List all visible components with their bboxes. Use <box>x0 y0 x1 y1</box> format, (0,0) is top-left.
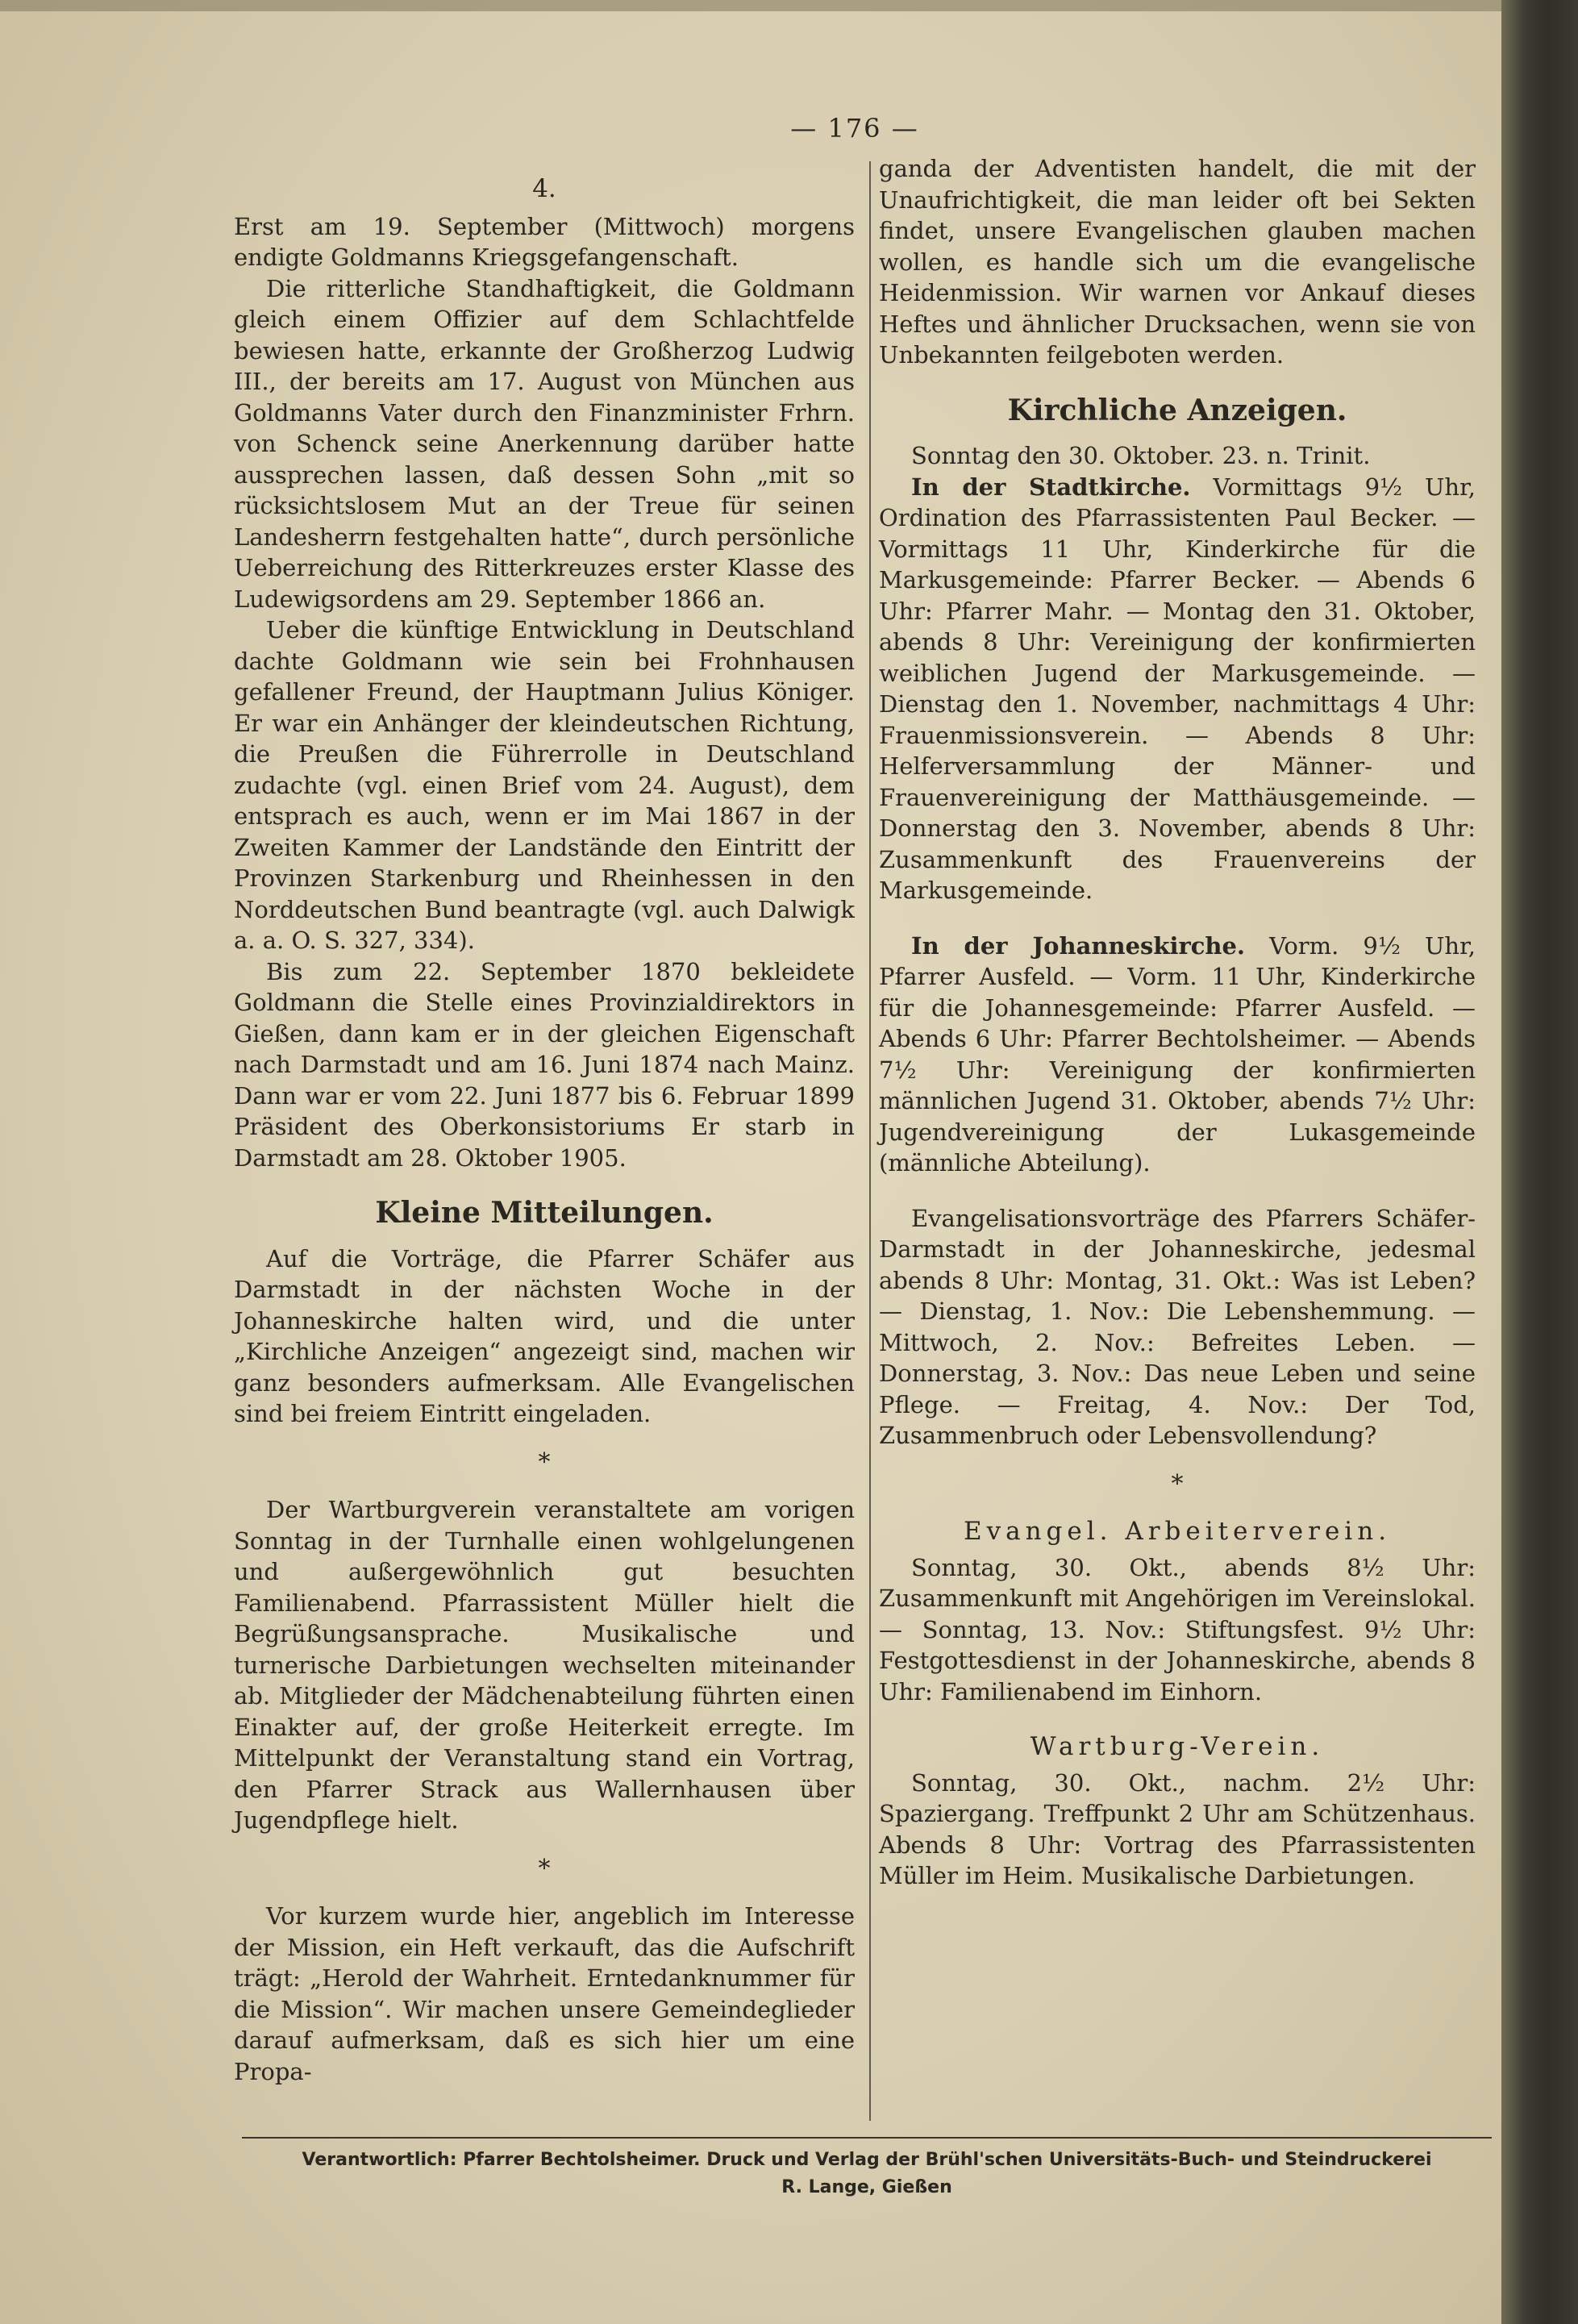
johanneskirche-notice <box>879 931 1476 1179</box>
paragraph: Ueber die künftige Entwicklung in Deutschland dachte Goldmann wie sein bei Frohnhausen gefallener Freund, der Hauptmann Julius Königer. Er war ein Anhänger der kleindeutschen Richtung, die Preußen die Führerrolle in Deutschland zudachte (vgl. einen Brief vom 24. August), dem entsprach es auch, wenn er im Mai 1867 in der Zweiten Kammer der Landstände den Eintritt der Provinzen Starkenburg und Rheinhessen in den Norddeutschen Bund beantragte (vgl. auch Dalwigk a. a. O. S. 327, 334). <box>234 616 855 954</box>
wartburg-title: Wartburg-Verein. <box>1030 1732 1325 1761</box>
johanneskirche-text: Vorm. 9½ Uhr, Pfarrer Ausfeld. — Vorm. 11 Uhr, Kinderkirche für die Johannesgemeinde: Pfarrer Ausfeld. — Abends 6 Uhr: Pfarrer Bechtolsheimer. — Abends 7½ Uhr: Vereinigung der konfirmierten männlichen Jugend 31. Oktober, abends 7½ Uhr: Jugendvereinigung der Lukasgemeinde (männliche Abteilung). <box>879 931 1476 1177</box>
section-number: 4. <box>532 174 556 203</box>
stadtkirche-label: In der Stadtkirche. <box>911 473 1191 501</box>
notice: Vor kurzem wurde hier, angeblich im Interesse der Mission, ein Heft verkauft, das die Aufschrift trägt: „Herold der Wahrheit. Erntedanknummer für die Mission“. Wir machen unsere Gemeindeglieder darauf aufmerksam, daß es sich hier um eine Propa- <box>234 1902 855 2085</box>
arbeiterverein-text: Sonntag, 30. Okt., abends 8½ Uhr: Zusammenkunft mit Angehörigen im Vereinslokal. — Sonntag, 13. Nov.: Stiftungsfest. 9½ Uhr: Festgottesdienst in der Johanneskirche, abends 8 Uhr: Familienabend im Einhorn. <box>879 1553 1476 1706</box>
arbeiterverein-title: Evangel. Arbeiterverein. <box>963 1517 1392 1546</box>
right-column <box>879 153 1476 1892</box>
date-line: Sonntag den 30. Oktober. 23. n. Trinit. <box>911 442 1371 469</box>
imprint-line-1: Verantwortlich: Pfarrer Bechtolsheimer. Druck und Verlag der Brühl'schen Universitäts-Buch- und Steindruckerei <box>302 2150 1432 2170</box>
left-column <box>234 157 855 2087</box>
notice: Der Wartburgverein veranstaltete am vorigen Sonntag in der Turnhalle einen wohlgelungenen und außergewöhnlich gut besuchten Familienabend. Pfarrassistent Müller hielt die Begrüßungsansprache. Musikalische und turnerische Darbietungen wechselten miteinander ab. Mitglieder der Mädchenabteilung führten einen Einakter auf, der große Heiterkeit erregte. Im Mittelpunkt der Veranstaltung stand ein Vortrag, den Pfarrer Strack aus Wallernhausen über Jugendpflege hielt. <box>234 1496 855 1834</box>
paragraph: Die ritterliche Standhaftigkeit, die Goldmann gleich einem Offizier auf dem Schlachtfelde bewiesen hatte, erkannte der Großherzog Ludwig III., der bereits am 17. August von München aus Goldmanns Vater durch den Finanzminister Frhrn. von Schenck seine Anerkennung darüber hatte aussprechen lassen, daß dessen Sohn „mit so rücksichtslosem Mut an der Treue für seinen Landesherrn festgehalten hatte“, durch persönliche Ueberreichung des Ritterkreuzes erster Klasse des Ludewigsordens am 29. September 1866 an. <box>234 274 855 613</box>
notice: Auf die Vorträge, die Pfarrer Schäfer aus Darmstadt in der nächsten Woche in der Johanneskirche halten wird, und die unter „Kirchliche Anzeigen“ angezeigt sind, machen wir ganz besonders aufmerksam. Alle Evangelischen sind bei freiem Eintritt eingeladen. <box>234 1244 855 1427</box>
imprint-footer <box>242 2147 1492 2201</box>
paragraph: Bis zum 22. September 1870 bekleidete Goldmann die Stelle eines Provinzialdirektors in Gießen, dann kam er in der gleichen Eigenschaft nach Darmstadt und am 16. Juni 1874 nach Mainz. Dann war er vom 22. Juni 1877 bis 6. Februar 1899 Präsident des Oberkonsistoriums Er starb in Darmstadt am 28. Oktober 1905. <box>234 957 855 1172</box>
page-top-edge <box>0 0 1578 11</box>
johanneskirche-label: In der Johanneskirche. <box>911 931 1246 960</box>
separator-star: * <box>538 1854 551 1883</box>
page-number: — 176 — <box>790 113 919 144</box>
continuation-paragraph: ganda der Adventisten handelt, die mit der Unaufrichtigkeit, die man leider oft bei Sekten findet, unsere Evangelischen glauben machen wollen, es handle sich um die evangelische Heidenmission. Wir warnen vor Ankauf dieses Heftes und ähnlicher Drucksachen, wenn sie von Unbekannten feilgeboten werden. <box>879 155 1476 369</box>
heading-kirchliche-anzeigen: Kirchliche Anzeigen. <box>1007 393 1347 427</box>
book-binding <box>1501 0 1578 2324</box>
footer-rule <box>242 2137 1492 2139</box>
stadtkirche-notice <box>879 472 1476 906</box>
separator-star: * <box>1171 1469 1184 1498</box>
column-divider <box>869 161 871 2121</box>
heading-kleine-mitteilungen: Kleine Mitteilungen. <box>375 1196 714 1230</box>
wartburg-text: Sonntag, 30. Okt., nachm. 2½ Uhr: Spaziergang. Treffpunkt 2 Uhr am Schützenhaus. Abends 8 Uhr: Vortrag des Pfarrassistenten Müller im Heim. Musikalische Darbietungen. <box>879 1768 1476 1889</box>
imprint-line-2: R. Lange, Gießen <box>781 2177 952 2197</box>
separator-star: * <box>538 1447 551 1476</box>
paragraph: Erst am 19. September (Mittwoch) morgens endigte Goldmanns Kriegsgefangenschaft. <box>234 212 855 271</box>
stadtkirche-text: Vormittags 9½ Uhr, Ordination des Pfarrassistenten Paul Becker. — Vormittags 11 Uhr, Kinderkirche für die Markusgemeinde: Pfarrer Becker. — Abends 6 Uhr: Pfarrer Mahr. — Montag den 31. Oktober, abends 8 Uhr: Vereinigung der konfirmierten weiblichen Jugend der Markusgemeinde. — Dienstag den 1. November, nachmittags 4 Uhr: Frauenmissionsverein. — Abends 8 Uhr: Helferversammlung der Männer- und Frauenvereinigung der Matthäusgemeinde. — Donnerstag den 3. November, abends 8 Uhr: Zusammenkunft des Frauenvereins der Markusgemeinde. <box>879 473 1476 904</box>
evangelisation-notice: Evangelisationsvorträge des Pfarrers Schäfer-Darmstadt in der Johanneskirche, jedesmal abends 8 Uhr: Montag, 31. Okt.: Was ist Leben? — Dienstag, 1. Nov.: Die Lebenshemmung. — Mittwoch, 2. Nov.: Befreites Leben. — Donnerstag, 3. Nov.: Das neue Leben und seine Pflege. — Freitag, 4. Nov.: Der Tod, Zusammenbruch oder Lebensvollendung? <box>879 1204 1476 1449</box>
